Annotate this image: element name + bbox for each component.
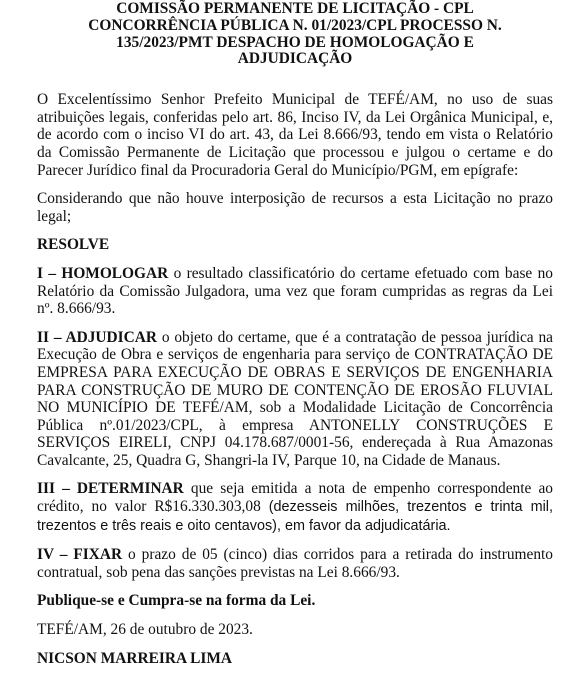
item-fixar-label: IV – FIXAR — [37, 546, 123, 564]
item-fixar-text: o prazo de 05 (cinco) dias corridos para a retirada do instrumento contratual, sob pena das sanções previstas na Lei 8.666/93. — [37, 546, 553, 581]
resolve-label: RESOLVE — [37, 236, 110, 254]
item-adjudicar-label: II – ADJUDICAR — [37, 328, 157, 346]
resolve-heading — [37, 236, 553, 254]
document-page — [37, 0, 553, 667]
signature-name: NICSON MARREIRA LIMA — [37, 649, 232, 667]
item-homologar-text: o resultado classificatório do certame efetuado com base no Relatório da Comissão Julgadora, uma vez que foram cumpridas as regras da Lei nº. 8.666/93. — [37, 264, 553, 318]
item-determinar — [37, 480, 553, 535]
item-homologar — [37, 265, 553, 318]
item-determinar-text-a: que seja emitida a nota de empenho correspondente ao crédito, no valor R$16.330.303,08 — [37, 480, 553, 516]
item-fixar — [37, 546, 553, 581]
item-homologar-label: I – HOMOLOGAR — [37, 264, 169, 282]
publique-line — [37, 592, 553, 610]
considerando-paragraph: Considerando que não houve interposição de recursos a esta Licitação no prazo legal; — [37, 190, 553, 225]
item-adjudicar — [37, 329, 553, 470]
item-determinar-text-b: (dezesseis milhões, trezentos e trinta mil, trezentos e três reais e oito centavos), em favor da adjudicatária. — [37, 499, 553, 534]
document-title — [37, 0, 553, 68]
title-line-4: ADJUDICAÇÃO — [237, 50, 353, 68]
signature-line — [37, 650, 553, 668]
item-adjudicar-text: o objeto do certame, que é a contratação de pessoa jurídica na Execução de Obra e serviços de engenharia para serviço de CONTRATAÇÃO DE EMPRESA PARA EXECUÇÃO DE OBRAS E SERVIÇOS DE ENGENHARIA PARA CONSTRUÇÃO DE MURO DE CONTENÇÃO DE EROSÃO FLUVIAL NO MUNICÍPIO DE TEFÉ/AM, sob a Modalidade Licitação de Concorrência Pública nº.01/2023/CPL, à empresa ANTONELLY CONSTRUÇÕES E SERVIÇOS EIRELI, CNPJ 04.178.687/0001-56, endereçada à Rua Amazonas Cavalcante, 25, Quadra G, Shangri-la IV, Parque 10, na Cidade de Manaus. — [37, 328, 553, 469]
date-line: TEFÉ/AM, 26 de outubro de 2023. — [37, 621, 253, 639]
intro-paragraph: O Excelentíssimo Senhor Prefeito Municipal de TEFÉ/AM, no uso de suas atribuições legais, conferidas pelo art. 86, Inciso IV, da Lei Orgânica Municipal, e, de acordo com o inciso VI do art. 43, da Lei 8.666/93, tendo em vista o Relatório da Comissão Permanente de Licitação que processou e julgou o certame e do Parecer Jurídico final da Procuradoria Geral do Município/PGM, em epígrafe: — [37, 91, 553, 179]
publique-text: Publique-se e Cumpra-se na forma da Lei. — [37, 592, 316, 610]
title-line-2: CONCORRÊNCIA PÚBLICA N. 01/2023/CPL PROCESSO N. — [88, 16, 502, 34]
title-line-1: COMISSÃO PERMANENTE DE LICITAÇÃO - CPL — [116, 0, 474, 17]
item-determinar-label: III – DETERMINAR — [37, 480, 184, 498]
title-line-3: 135/2023/PMT DESPACHO DE HOMOLOGAÇÃO E — [116, 33, 474, 51]
